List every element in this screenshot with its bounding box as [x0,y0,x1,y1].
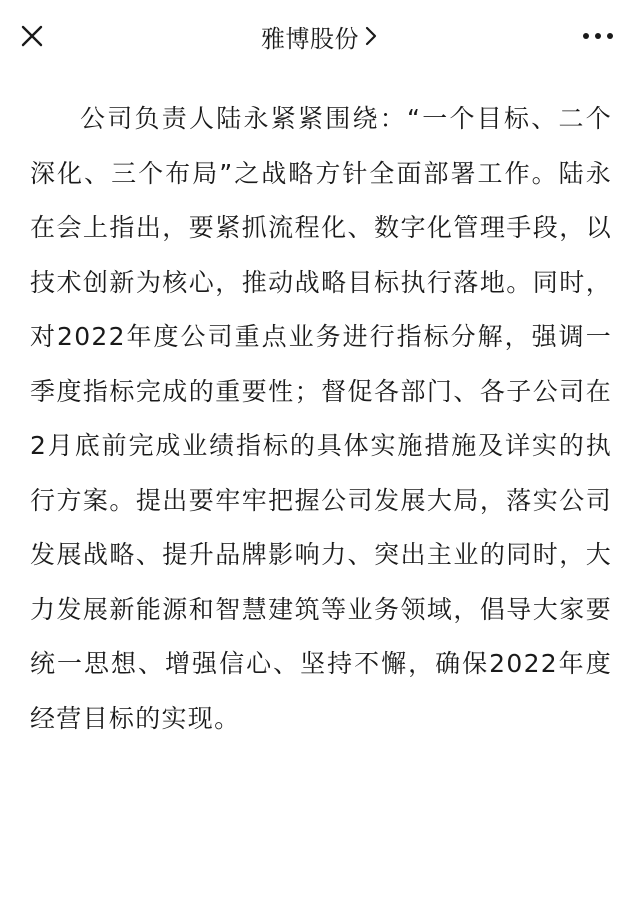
close-button[interactable] [14,18,50,54]
article-body [30,92,612,746]
account-name: 雅博股份 [261,24,359,53]
chevron-right-icon [365,26,379,46]
close-icon [20,24,44,48]
more-dots-icon [582,32,614,40]
account-name-link[interactable] [261,19,379,54]
top-nav-bar [0,0,640,72]
article-paragraph: 公司负责人陆永紧紧围绕：“一个目标、二个深化、三个布局”之战略方针全面部署工作。陆永在会上指出，要紧抓流程化、数字化管理手段，以技术创新为核心，推动战略目标执行落地。同时，对2022年度公司重点业务进行指标分解，强调一季度指标完成的重要性；督促各部门、各子公司在2月底前完成业绩指标的具体实施措施及详实的执行方案。提出要牢牢把握公司发展大局，落实公司发展战略、提升品牌影响力、突出主业的同时，大力发展新能源和智慧建筑等业务领域，倡导大家要统一思想、增强信心、坚持不懈，确保2022年度经营目标的实现。 [30,104,612,733]
more-options-button[interactable] [578,22,618,50]
